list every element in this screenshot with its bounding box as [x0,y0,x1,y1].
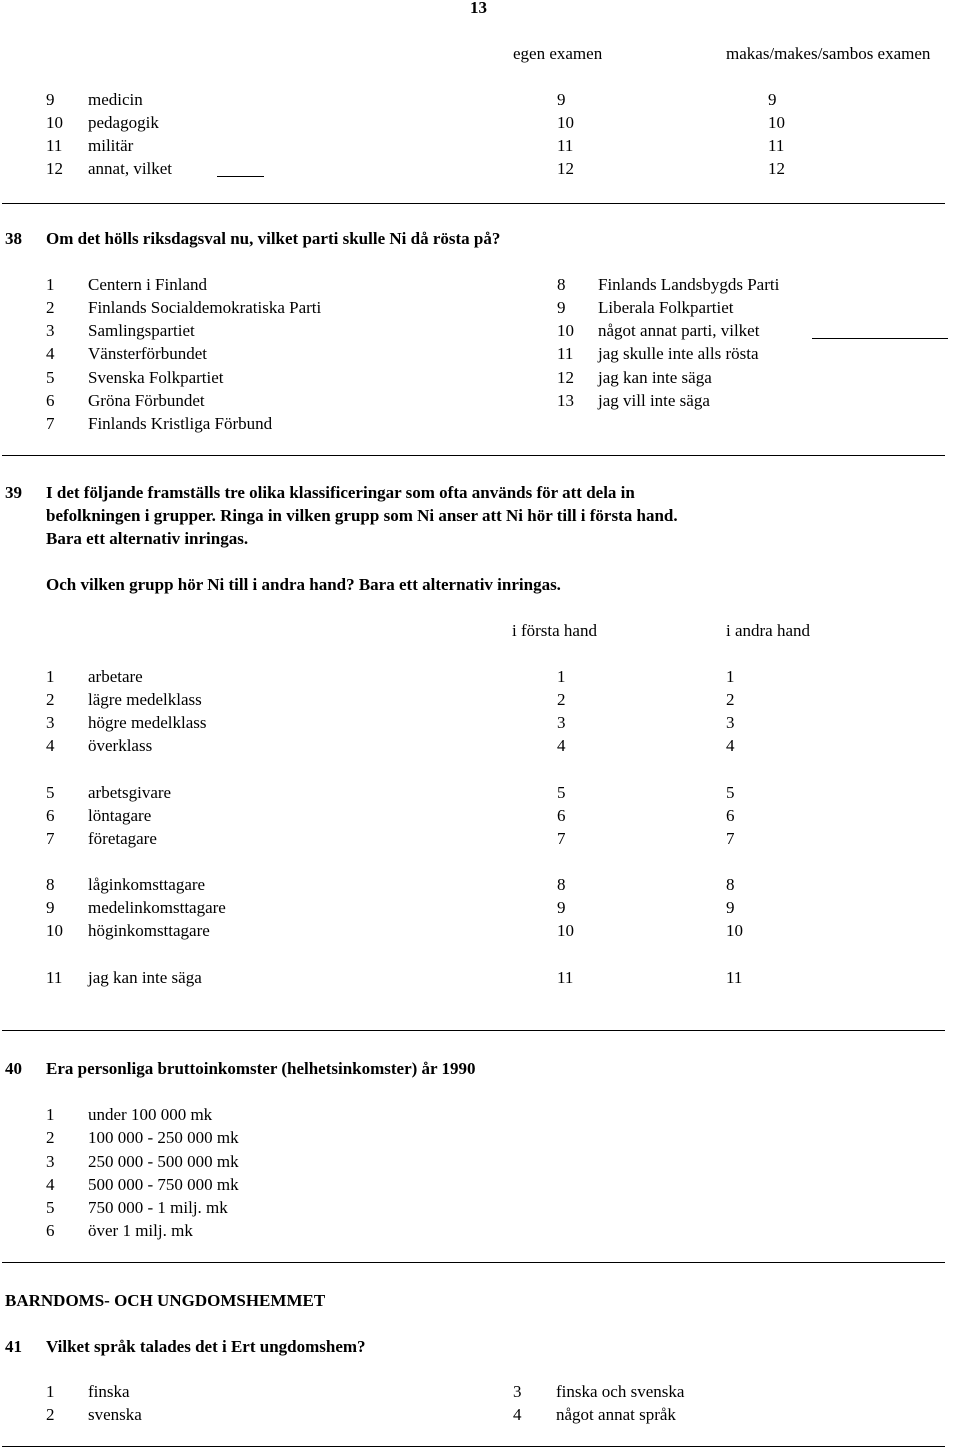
question-text-line-2: befolkningen i grupper. Ringa in vilken grupp som Ni anser att Ni hör till i första hand. [46,506,678,525]
option-number: 1 [46,275,55,294]
row-label: arbetare [88,667,143,686]
section-divider [2,1030,945,1031]
option-label: jag kan inte säga [598,368,712,387]
row-number: 9 [46,90,55,109]
row-number: 4 [46,736,55,755]
option-number: 3 [513,1382,522,1401]
row-number: 8 [46,875,55,894]
column-header-first-hand: i första hand [512,621,597,640]
question-number: 41 [5,1337,22,1356]
option-number: 4 [513,1405,522,1424]
question-text-line-3: Bara ett alternativ inringas. [46,529,249,548]
question-text-line-1: I det följande framställs tre olika klassificeringar som ofta används för att dela in [46,483,635,502]
row-code-egen: 12 [557,159,574,178]
row-number: 12 [46,159,63,178]
row-code-egen: 9 [557,90,566,109]
row-code-makes: 10 [768,113,785,132]
row-code-first[interactable]: 6 [557,806,566,825]
row-code-second[interactable]: 4 [726,736,735,755]
row-code-first[interactable]: 9 [557,898,566,917]
question-text: Vilket språk talades det i Ert ungdomshem? [46,1337,366,1356]
section-divider [2,1446,945,1447]
row-code-first[interactable]: 10 [557,921,574,940]
row-code-second[interactable]: 7 [726,829,735,848]
section-divider [2,203,945,204]
option-number: 5 [46,1198,55,1217]
column-header-makes-examen: makas/makes/sambos examen [726,44,931,63]
row-code-first[interactable]: 1 [557,667,566,686]
option-number: 3 [46,321,55,340]
row-label: löntagare [88,806,152,825]
option-label: jag vill inte säga [598,391,710,410]
option-label: Finlands Kristliga Förbund [88,414,273,433]
row-label: militär [88,136,134,155]
row-code-first[interactable]: 5 [557,783,566,802]
option-label: Finlands Landsbygds Parti [598,275,780,294]
option-label: svenska [88,1405,142,1424]
option-label: Centern i Finland [88,275,207,294]
column-header-second-hand: i andra hand [726,621,811,640]
option-number: 7 [46,414,55,433]
option-label: 500 000 - 750 000 mk [88,1175,239,1194]
question-text: Era personliga bruttoinkomster (helhetsinkomster) år 1990 [46,1059,476,1078]
row-number: 7 [46,829,55,848]
row-number: 9 [46,898,55,917]
option-number: 12 [557,368,574,387]
option-number: 13 [557,391,574,410]
row-label: medelinkomsttagare [88,898,226,917]
option-number: 6 [46,391,55,410]
option-label: Samlingspartiet [88,321,195,340]
section-heading: BARNDOMS- OCH UNGDOMSHEMMET [5,1291,326,1310]
option-number: 9 [557,298,566,317]
option-label: Liberala Folkpartiet [598,298,734,317]
option-number: 2 [46,1128,55,1147]
row-code-second[interactable]: 5 [726,783,735,802]
row-label: överklass [88,736,153,755]
option-label: finska och svenska [556,1382,685,1401]
row-number: 2 [46,690,55,709]
row-label: pedagogik [88,113,159,132]
row-label: annat, vilket [88,159,173,178]
option-number: 2 [46,298,55,317]
row-number: 5 [46,783,55,802]
row-label: företagare [88,829,157,848]
option-label: Gröna Förbundet [88,391,205,410]
row-code-first[interactable]: 3 [557,713,566,732]
option-number: 4 [46,1175,55,1194]
row-code-egen: 10 [557,113,574,132]
row-code-second[interactable]: 8 [726,875,735,894]
option-label: Finlands Socialdemokratiska Parti [88,298,322,317]
option-number: 3 [46,1152,55,1171]
row-code-second[interactable]: 9 [726,898,735,917]
row-code-makes: 12 [768,159,785,178]
row-number: 11 [46,968,63,987]
row-code-second[interactable]: 11 [726,968,743,987]
page-number: 13 [470,0,487,17]
section-divider [2,1262,945,1263]
row-code-second[interactable]: 1 [726,667,735,686]
option-number: 5 [46,368,55,387]
row-code-second[interactable]: 10 [726,921,743,940]
row-label: höginkomsttagare [88,921,210,940]
row-number: 1 [46,667,55,686]
question-number: 40 [5,1059,22,1078]
row-number: 10 [46,113,63,132]
row-number: 6 [46,806,55,825]
option-label: finska [88,1382,130,1401]
row-code-makes: 9 [768,90,777,109]
option-label: 250 000 - 500 000 mk [88,1152,239,1171]
option-label: Svenska Folkpartiet [88,368,224,387]
row-code-first[interactable]: 8 [557,875,566,894]
question-number: 39 [5,483,22,502]
option-number: 10 [557,321,574,340]
row-code-egen: 11 [557,136,574,155]
option-number: 11 [557,344,574,363]
option-label: 750 000 - 1 milj. mk [88,1198,228,1217]
question-text-line-4: Och vilken grupp hör Ni till i andra hand? Bara ett alternativ inringas. [46,575,561,594]
question-text: Om det hölls riksdagsval nu, vilket parti skulle Ni då rösta på? [46,229,501,248]
row-label: lägre medelklass [88,690,202,709]
row-number: 11 [46,136,63,155]
write-in-blank-line[interactable] [217,176,264,177]
option-number: 8 [557,275,566,294]
row-label: arbetsgivare [88,783,172,802]
option-label: under 100 000 mk [88,1105,213,1124]
option-number: 1 [46,1105,55,1124]
row-code-first[interactable]: 2 [557,690,566,709]
option-label: jag skulle inte alls rösta [598,344,759,363]
row-code-second[interactable]: 3 [726,713,735,732]
row-number: 10 [46,921,63,940]
row-code-first[interactable]: 11 [557,968,574,987]
question-number: 38 [5,229,22,248]
option-label: något annat parti, vilket [598,321,760,340]
row-code-first[interactable]: 7 [557,829,566,848]
row-number: 3 [46,713,55,732]
row-label: låginkomsttagare [88,875,206,894]
row-code-second[interactable]: 2 [726,690,735,709]
row-code-first[interactable]: 4 [557,736,566,755]
row-label: medicin [88,90,143,109]
option-label: över 1 milj. mk [88,1221,193,1240]
section-divider [2,455,945,456]
row-label: högre medelklass [88,713,207,732]
write-in-blank-line[interactable] [812,338,948,339]
row-code-makes: 11 [768,136,785,155]
option-number: 4 [46,344,55,363]
option-label: 100 000 - 250 000 mk [88,1128,239,1147]
column-header-egen-examen: egen examen [513,44,603,63]
row-label: jag kan inte säga [88,968,202,987]
option-number: 2 [46,1405,55,1424]
option-label: Vänsterförbundet [88,344,207,363]
row-code-second[interactable]: 6 [726,806,735,825]
option-number: 1 [46,1382,55,1401]
option-label: något annat språk [556,1405,676,1424]
option-number: 6 [46,1221,55,1240]
